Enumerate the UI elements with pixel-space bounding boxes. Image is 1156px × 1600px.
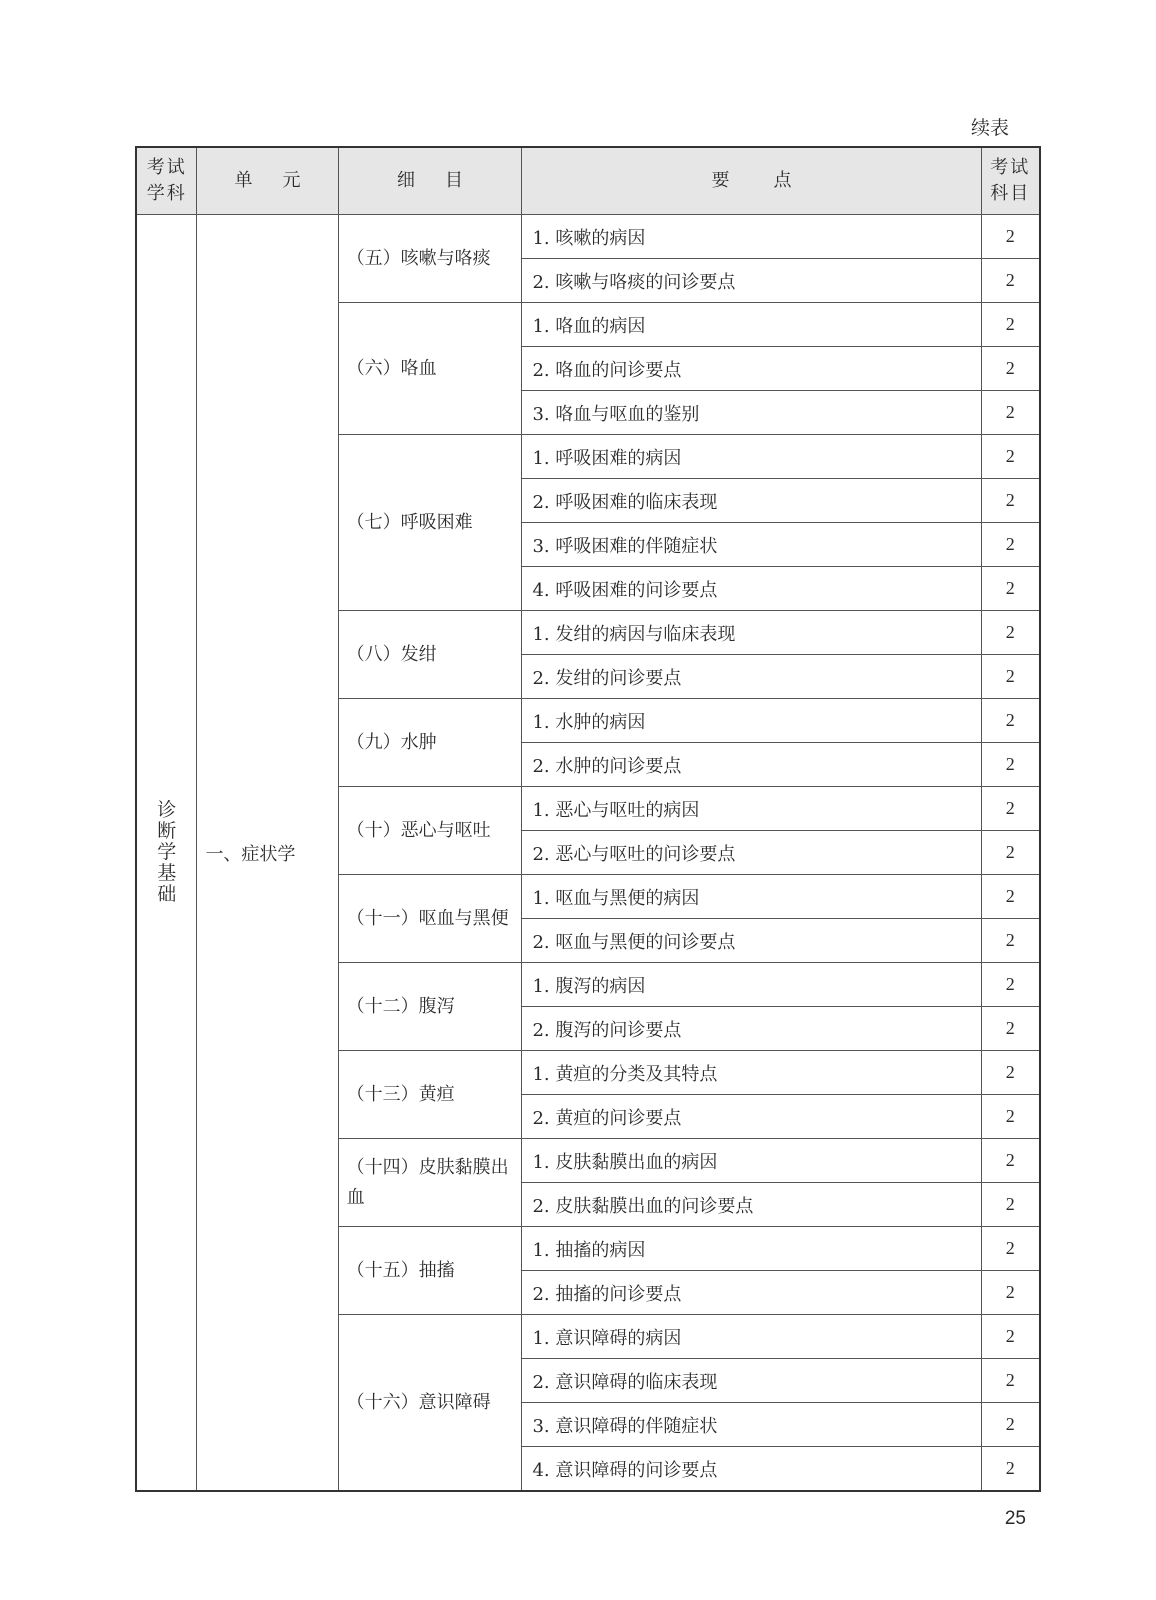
detail-cell: （十四）皮肤黏膜出血 [338,1139,522,1227]
exam-subject-cell: 2 [981,875,1040,919]
header-subject: 考试 学科 [136,147,197,215]
point-cell: 1. 咳嗽的病因 [522,215,981,259]
detail-cell: （九）水肿 [338,699,522,787]
point-cell: 3. 咯血与呕血的鉴别 [522,391,981,435]
table-row [136,215,1040,259]
point-cell: 2. 咯血的问诊要点 [522,347,981,391]
point-cell: 2. 咳嗽与咯痰的问诊要点 [522,259,981,303]
header-detail: 细目 [338,147,522,215]
point-cell: 2. 黄疸的问诊要点 [522,1095,981,1139]
syllabus-table [135,146,1041,1492]
exam-subject-cell: 2 [981,1403,1040,1447]
detail-cell: （十三）黄疸 [338,1051,522,1139]
exam-subject-cell: 2 [981,1227,1040,1271]
continued-label: 续表 [970,117,1009,139]
point-cell: 1. 水肿的病因 [522,699,981,743]
point-cell: 1. 腹泻的病因 [522,963,981,1007]
exam-subject-cell: 2 [981,259,1040,303]
exam-subject-cell: 2 [981,831,1040,875]
detail-cell: （六）咯血 [338,303,522,435]
header-exam: 考试 科目 [981,147,1040,215]
detail-cell: （十）恶心与呕吐 [338,787,522,875]
point-cell: 1. 意识障碍的病因 [522,1315,981,1359]
exam-subject-cell: 2 [981,523,1040,567]
header-unit: 单元 [197,147,338,215]
exam-subject-cell: 2 [981,787,1040,831]
exam-subject-cell: 2 [981,435,1040,479]
point-cell: 2. 腹泻的问诊要点 [522,1007,981,1051]
point-cell: 1. 发绀的病因与临床表现 [522,611,981,655]
exam-subject-cell: 2 [981,743,1040,787]
exam-subject-cell: 2 [981,963,1040,1007]
exam-subject-cell: 2 [981,1447,1040,1492]
exam-subject-cell: 2 [981,1007,1040,1051]
exam-subject-cell: 2 [981,1051,1040,1095]
point-cell: 1. 呼吸困难的病因 [522,435,981,479]
point-cell: 2. 呼吸困难的临床表现 [522,479,981,523]
exam-subject-cell: 2 [981,1139,1040,1183]
detail-cell: （八）发绀 [338,611,522,699]
header-points: 要点 [522,147,981,215]
detail-cell: （五）咳嗽与咯痰 [338,215,522,303]
exam-subject-cell: 2 [981,655,1040,699]
exam-subject-cell: 2 [981,303,1040,347]
point-cell: 1. 恶心与呕吐的病因 [522,787,981,831]
point-cell: 4. 呼吸困难的问诊要点 [522,567,981,611]
detail-cell: （十二）腹泻 [338,963,522,1051]
subject-text: 诊断学基础 [157,799,177,905]
exam-subject-cell: 2 [981,699,1040,743]
exam-subject-cell: 2 [981,1359,1040,1403]
point-cell: 2. 皮肤黏膜出血的问诊要点 [522,1183,981,1227]
point-cell: 1. 呕血与黑便的病因 [522,875,981,919]
exam-subject-cell: 2 [981,611,1040,655]
point-cell: 2. 呕血与黑便的问诊要点 [522,919,981,963]
point-cell: 1. 抽搐的病因 [522,1227,981,1271]
table-body [136,215,1040,1492]
exam-subject-cell: 2 [981,479,1040,523]
exam-subject-cell: 2 [981,567,1040,611]
header-row [136,147,1040,215]
point-cell: 3. 呼吸困难的伴随症状 [522,523,981,567]
exam-subject-cell: 2 [981,919,1040,963]
point-cell: 2. 恶心与呕吐的问诊要点 [522,831,981,875]
point-cell: 1. 黄疸的分类及其特点 [522,1051,981,1095]
point-cell: 4. 意识障碍的问诊要点 [522,1447,981,1492]
detail-cell: （十一）呕血与黑便 [338,875,522,963]
exam-subject-cell: 2 [981,391,1040,435]
exam-subject-cell: 2 [981,1183,1040,1227]
point-cell: 3. 意识障碍的伴随症状 [522,1403,981,1447]
detail-cell: （十六）意识障碍 [338,1315,522,1492]
exam-subject-cell: 2 [981,1271,1040,1315]
page-number: 25 [1004,1508,1026,1529]
exam-subject-cell: 2 [981,1315,1040,1359]
point-cell: 2. 水肿的问诊要点 [522,743,981,787]
exam-subject-cell: 2 [981,215,1040,259]
point-cell: 1. 咯血的病因 [522,303,981,347]
point-cell: 2. 抽搐的问诊要点 [522,1271,981,1315]
detail-cell: （七）呼吸困难 [338,435,522,611]
unit-cell: 一、症状学 [197,215,338,1492]
detail-cell: （十五）抽搐 [338,1227,522,1315]
subject-cell [136,215,197,1492]
exam-subject-cell: 2 [981,1095,1040,1139]
point-cell: 2. 发绀的问诊要点 [522,655,981,699]
exam-subject-cell: 2 [981,347,1040,391]
point-cell: 1. 皮肤黏膜出血的病因 [522,1139,981,1183]
point-cell: 2. 意识障碍的临床表现 [522,1359,981,1403]
